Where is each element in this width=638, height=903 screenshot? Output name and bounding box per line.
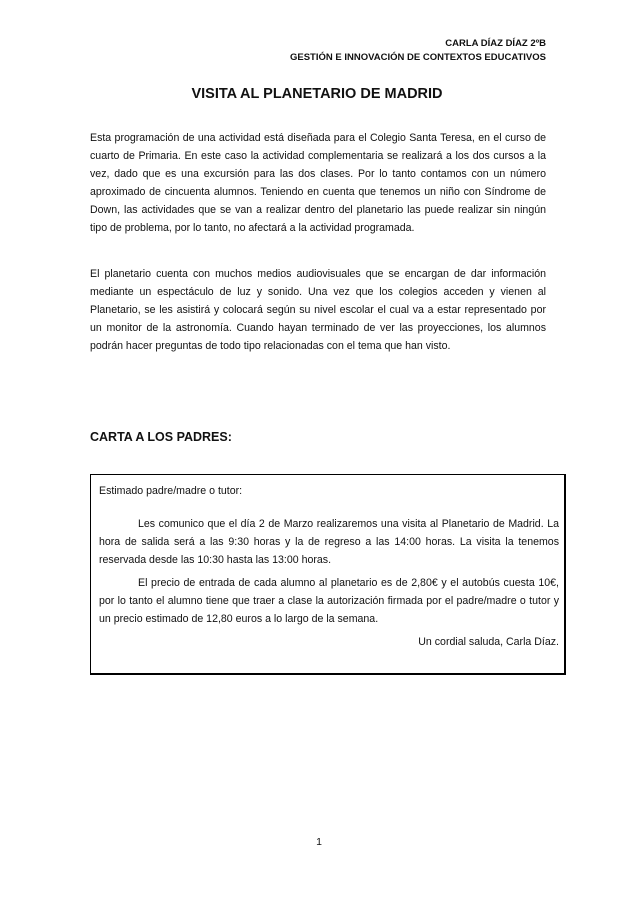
letter-greeting: Estimado padre/madre o tutor: <box>99 485 243 497</box>
letter-paragraph-price: El precio de entrada de cada alumno al planetario es de 2,80€ y el autobús cuesta 10€, por lo tanto el alumno tiene que traer a clase la autorización firmada por el padre/madre o tutor y un precio estimado de 12,80 euros a lo largo de la semana. <box>99 577 559 625</box>
header-course-line: GESTIÓN E INNOVACIÓN DE CONTEXTOS EDUCATIVOS <box>290 52 546 63</box>
document-title <box>0 86 638 102</box>
document-title-text: VISITA AL PLANETARIO DE MADRID <box>191 86 443 102</box>
letter-signoff: Un cordial saluda, Carla Díaz. <box>418 636 559 648</box>
page-number: 1 <box>316 836 322 848</box>
paragraph-planetario: El planetario cuenta con muchos medios audiovisuales que se encargan de dar información mediante un espectáculo de luz y sonido. Una vez que los colegios acceden y vienen al Planetario, se les asistirá y colocará según su nivel escolar el cual va a estar representado por un monitor de la astronomía. Cuando hayan terminado de ver las proyecciones, los alumnos podrán hacer preguntas de todo tipo relacionadas con el tema que han visto. <box>90 268 546 352</box>
letter-box <box>90 474 566 675</box>
letter-paragraph-schedule: Les comunico que el día 2 de Marzo realizaremos una visita al Planetario de Madrid. La hora de salida será a las 9:30 horas y la de regreso a las 14:00 horas. La visita la tenemos reservada desde las 10:30 hasta las 13:00 horas. <box>99 518 559 566</box>
header-author-line: CARLA DÍAZ DÍAZ 2ºB <box>445 38 546 49</box>
paragraph-programacion: Esta programación de una actividad está diseñada para el Colegio Santa Teresa, en el curso de cuarto de Primaria. En este caso la actividad complementaria se realizará a los dos cursos a la vez, dado que es una excursión para las dos clases. Por lo tanto contamos con un número aproximado de cincuenta alumnos. Teniendo en cuenta que tenemos un niño con Síndrome de Down, las actividades que se van a realizar dentro del planetario las puede realizar sin ningún tipo de problema, por lo tanto, no afectará a la actividad programada. <box>90 132 546 234</box>
page-header <box>290 37 546 65</box>
section-heading-carta: CARTA A LOS PADRES: <box>90 430 232 444</box>
